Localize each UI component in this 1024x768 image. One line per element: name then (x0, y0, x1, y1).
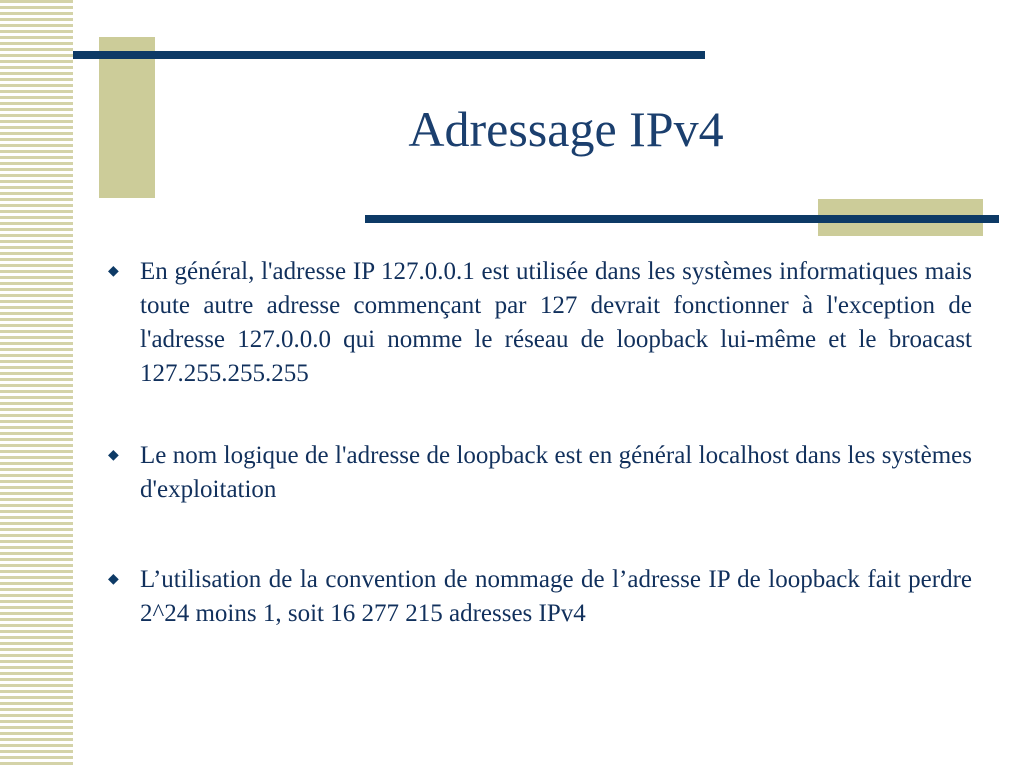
bullet-list (108, 255, 972, 631)
bullet-item (108, 563, 972, 631)
bullet-text: L’utilisation de la convention de nommage de l’adresse IP de loopback fait perdre 2^24 moins 1, soit 16 277 215 adresses IPv4 (140, 566, 972, 627)
slide-title: Adressage IPv4 (408, 101, 724, 157)
bullet-text: En général, l'adresse IP 127.0.0.1 est utilisée dans les systèmes informatiques mais toute autre adresse commençant par 127 devrait fonctionner à l'exception de l'adresse 127.0.0.0 qui nomme le réseau de loopback lui-même et le broacast 127.255.255.255 (140, 258, 972, 387)
decorative-stripe-band (0, 0, 73, 768)
bullet-item (108, 255, 972, 391)
title-rule-bottom (365, 215, 999, 223)
title-rule-top (73, 51, 705, 59)
bullet-text: Le nom logique de l'adresse de loopback est en général localhost dans les systèmes d'exploitation (140, 442, 972, 503)
diamond-bullet-icon: ◆ (108, 572, 119, 587)
bullet-item (108, 439, 972, 507)
diamond-bullet-icon: ◆ (108, 448, 119, 463)
diamond-bullet-icon: ◆ (108, 264, 119, 279)
decorative-block-top (99, 37, 155, 198)
